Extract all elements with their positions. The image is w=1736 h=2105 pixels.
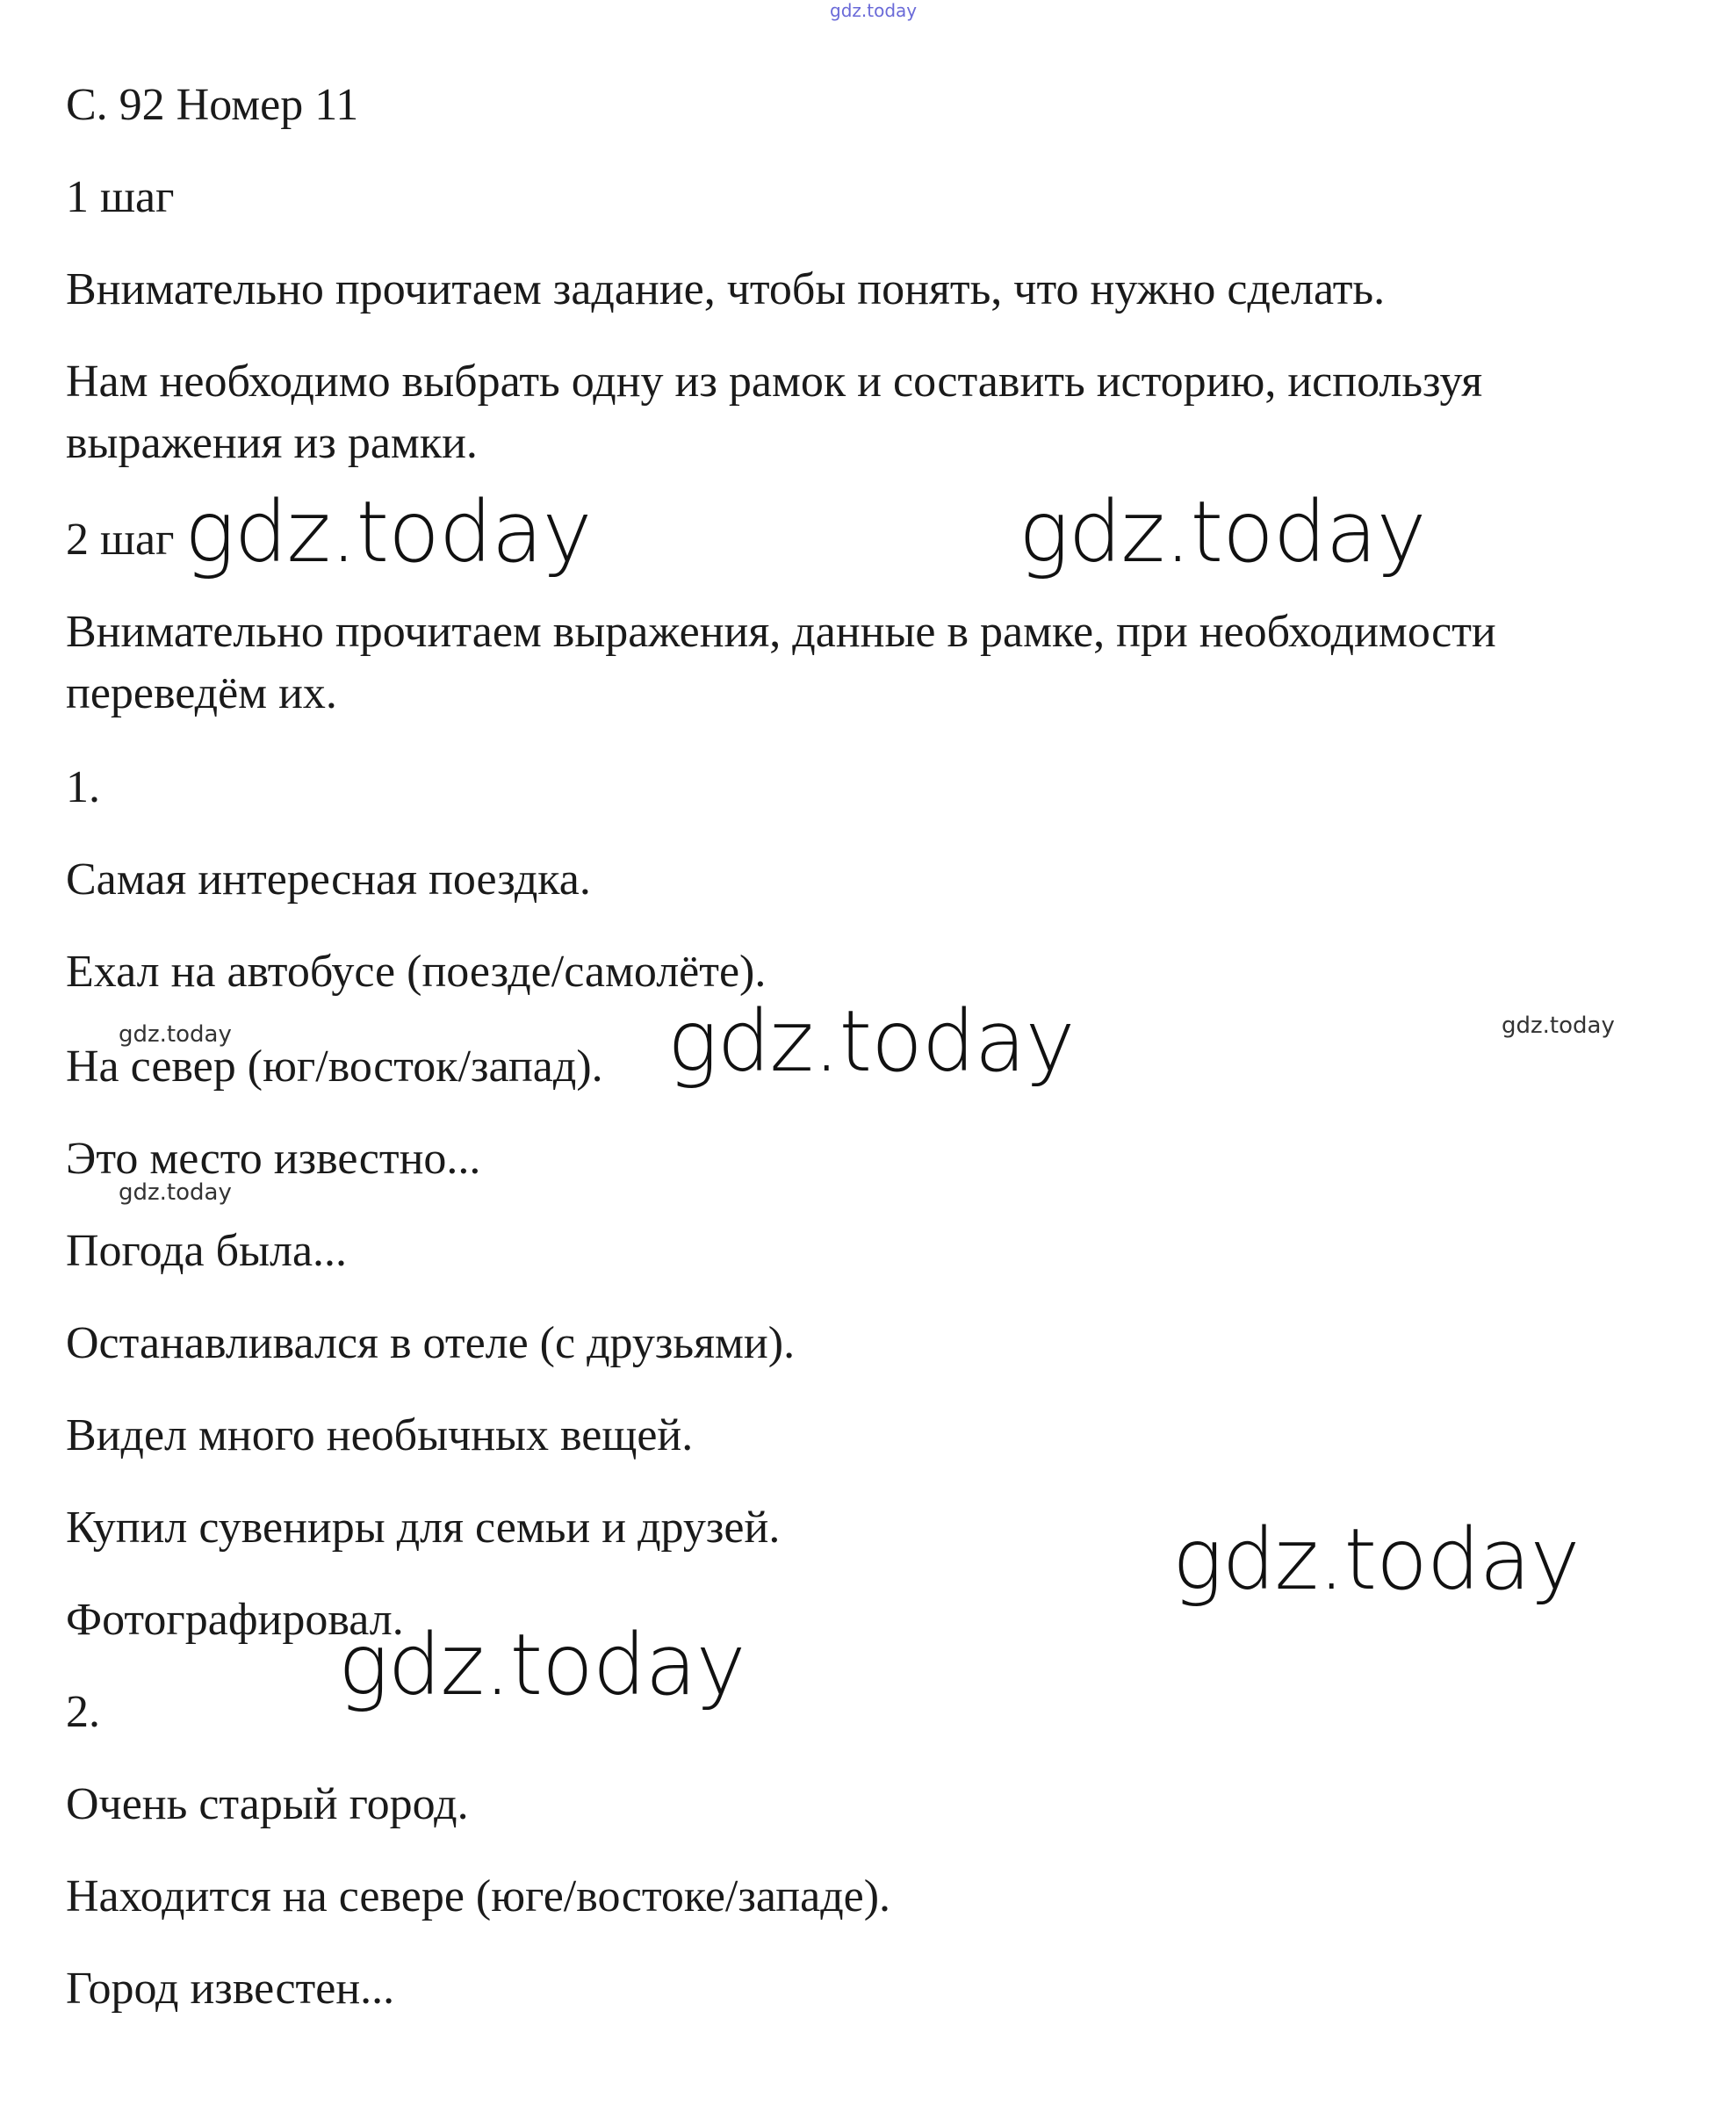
watermark-big: gdz.today	[667, 992, 1075, 1091]
list-item: Это место известно...	[66, 1134, 481, 1184]
watermark-big: gdz.today	[338, 1616, 746, 1714]
top-watermark: gdz.today	[830, 0, 918, 21]
step1-label: 1 шаг	[66, 172, 175, 222]
step2-label: 2 шаг	[66, 515, 175, 565]
list-item: Погода была...	[66, 1226, 348, 1276]
list-item: Ехал на автобусе (поезде/самолёте).	[66, 947, 767, 997]
list-item: Купил сувениры для семьи и друзей.	[66, 1503, 781, 1553]
step1-task-line1: Нам необходимо выбрать одну из рамок и составить историю, используя	[66, 357, 1483, 407]
list-item: Очень старый город.	[66, 1779, 469, 1829]
watermark-big: gdz.today	[184, 483, 592, 581]
list-item: Город известен...	[66, 1964, 395, 2014]
page-title: С. 92 Номер 11	[66, 80, 359, 130]
watermark-small: gdz.today	[119, 1179, 232, 1206]
watermark-small: gdz.today	[119, 1021, 232, 1048]
watermark-big: gdz.today	[1019, 483, 1426, 581]
step2-text-line2: переведём их.	[66, 668, 337, 718]
watermark-small: gdz.today	[1502, 1013, 1615, 1039]
list-item: На север (юг/восток/запад).	[66, 1042, 603, 1092]
step2-text-line1: Внимательно прочитаем выражения, данные в рамке, при необходимости	[66, 607, 1496, 657]
list-item: Фотографировал.	[66, 1595, 404, 1645]
list-item: Самая интересная поездка.	[66, 854, 591, 905]
step1-task-line2: выражения из рамки.	[66, 418, 478, 468]
step1-text: Внимательно прочитаем задание, чтобы понять, что нужно сделать.	[66, 264, 1386, 314]
watermark-big: gdz.today	[1172, 1510, 1580, 1609]
section1-number: 1.	[66, 762, 100, 812]
list-item: Находится на севере (юге/востоке/западе).	[66, 1871, 891, 1921]
section2-number: 2.	[66, 1687, 100, 1737]
list-item: Видел много необычных вещей.	[66, 1410, 694, 1460]
list-item: Останавливался в отеле (с друзьями).	[66, 1318, 796, 1368]
